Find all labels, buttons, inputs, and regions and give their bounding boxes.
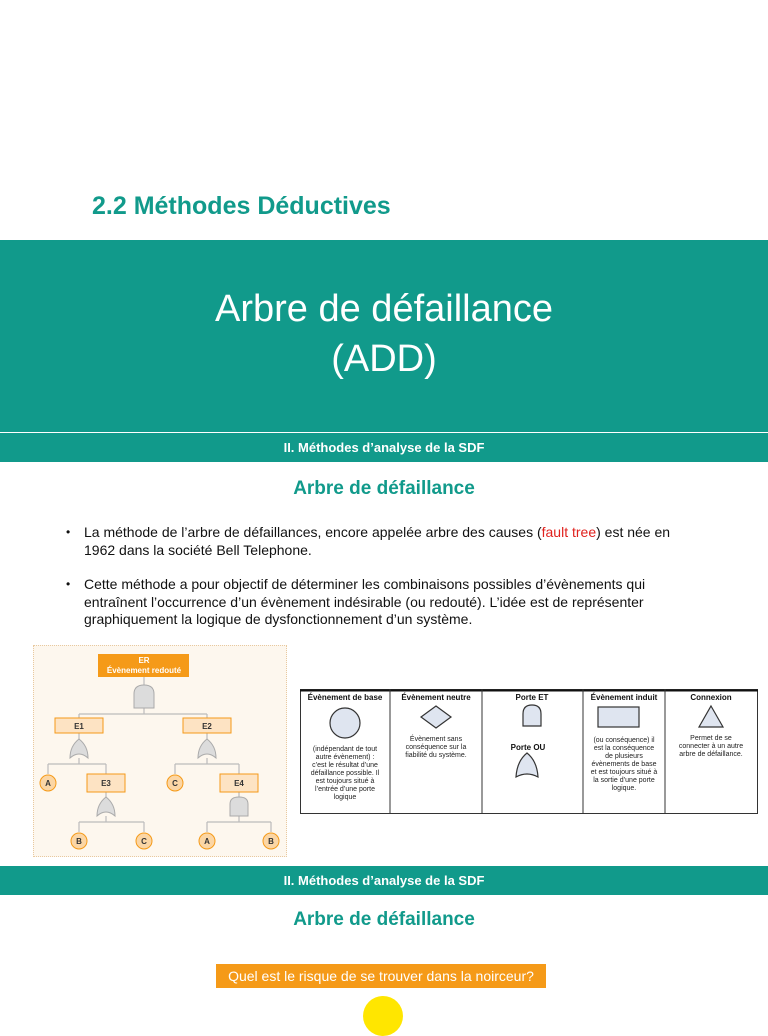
slide-subheading: Arbre de défaillance [293,478,475,499]
and-gate-icon [134,685,154,708]
legend-desc-line: évènements de base [591,761,657,768]
legend-desc-line: autre évènement) : [315,754,375,761]
legend-desc-line: Évènement sans [409,736,463,743]
legend-desc-line: de plusieurs [605,753,643,760]
bullet-item [66,524,706,560]
legend-header-base: Évènement de base [307,693,383,702]
event-e1-label: E1 [74,722,84,731]
legend-desc-line: est toujours situé à [315,778,375,785]
title-line-2: (ADD) [331,338,437,380]
fault-tree-svg [34,646,286,856]
or-gate-icon [198,739,216,758]
legend-header-induit: Évènement induit [590,693,658,702]
legend-desc-line: arbre de défaillance. [679,751,743,758]
title-band [0,240,768,432]
leaf-label: A [204,837,210,846]
legend-desc-base [311,746,380,801]
legend-porte-ou-label: Porte OU [510,743,546,752]
fault-tree-highlight: fault tree [541,524,597,540]
legend-svg [300,689,758,814]
question-box: Quel est le risque de se trouver dans la noirceur? [216,964,546,988]
legend-desc-induit [591,737,658,792]
fault-tree-diagram [33,645,287,857]
induced-event-rectangle-icon [598,707,639,727]
leaf-label: C [141,837,147,846]
or-gate-icon [70,739,88,758]
bullet-text-after: ) est née en 1962 dans la société Bell Telephone. [84,524,671,558]
legend-desc-line: c’est le résultat d’une [312,762,378,769]
bullet-item [66,576,706,630]
legend-desc-line: (indépendant de tout [312,746,378,753]
legend-desc-line: connecter à un autre [678,743,744,750]
or-gate-icon [97,797,115,816]
leaf-label: B [268,837,274,846]
leaf-label: C [172,779,178,788]
and-gate-icon [230,797,248,816]
top-event-code: ER [138,656,150,665]
legend-desc-neutre [405,734,467,759]
legend-desc-line: et est toujours situé à [590,769,658,776]
sun-icon [363,996,403,1036]
legend-desc-line: est la conséquence [593,745,655,752]
slide-header-bar: II. Méthodes d’analyse de la SDF [0,866,768,895]
event-e3-label: E3 [101,779,111,788]
legend-desc-line: Permet de se [690,735,732,742]
symbol-legend-table [300,689,758,814]
legend-desc-line: l’entrée d’une porte [315,786,375,793]
bullet-text-before: La méthode de l’arbre de défaillances, encore appelée arbre des causes ( [84,524,542,540]
top-event-label: Évènement redouté [106,666,182,675]
bullet-text: Cette méthode a pour objectif de déterminer les combinaisons possibles d’évènements qui entraînent l’occurrence d’un évènement indésirable (ou redouté). L’idée est de représenter graphiquement la logique de dysfonctionnement d’un système. [84,576,646,627]
legend-desc-line: fiabilité du système. [405,752,467,759]
legend-desc-line: défaillance possible. Il [310,770,380,777]
section-heading: 2.2 Méthodes Déductives [92,192,391,220]
title-line-1: Arbre de défaillance [215,288,553,330]
event-e4-label: E4 [234,779,244,788]
bullet-text [84,524,704,559]
legend-desc-line: logique. [611,785,637,792]
leaf-label: B [76,837,82,846]
legend-desc-line: (ou conséquence) il [593,737,655,744]
bullet-dot: • [66,577,71,591]
leaf-label: A [45,779,51,788]
legend-desc-line: conséquence sur la [405,744,467,751]
and-gate-icon [523,705,541,726]
legend-desc-line: logique [333,794,357,801]
event-e2-label: E2 [202,722,212,731]
legend-header-connexion: Connexion [690,693,732,702]
legend-desc-line: la sortie d’une porte [593,777,655,784]
basic-event-circle-icon [330,708,360,738]
legend-header-neutre: Évènement neutre [401,693,471,702]
bullet-dot: • [66,525,71,539]
slide-subheading: Arbre de défaillance [293,909,475,930]
slide-header-bar: II. Méthodes d’analyse de la SDF [0,433,768,462]
legend-header-porte-et: Porte ET [515,693,549,702]
